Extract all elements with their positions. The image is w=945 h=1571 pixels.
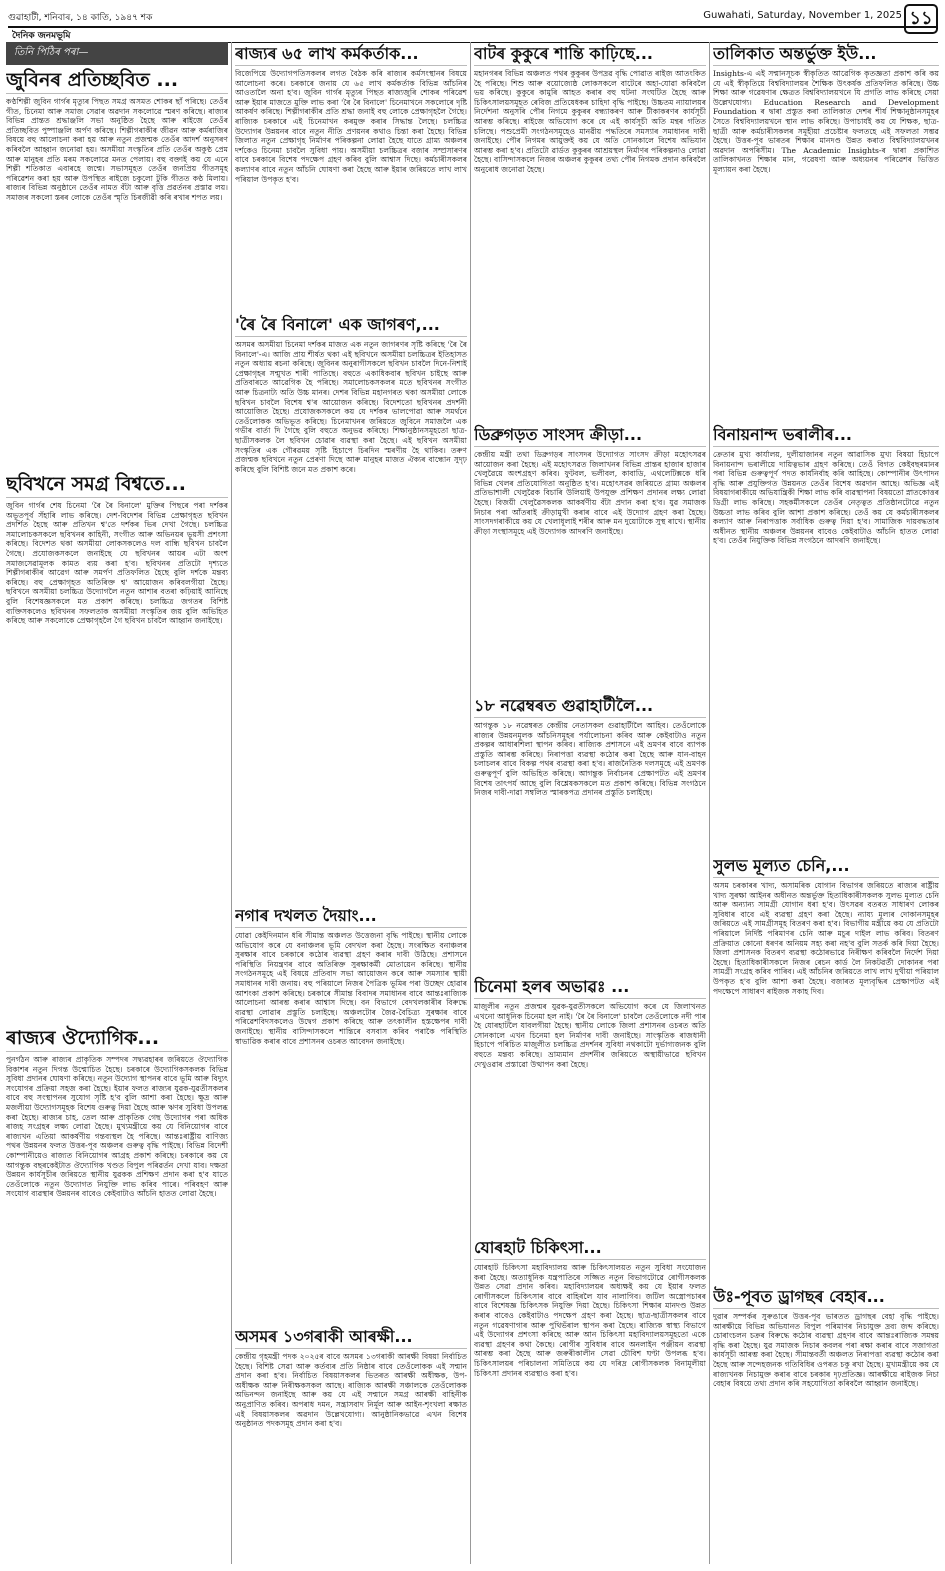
article-body: অসম চৰকাৰৰ খাদ্য, অসামৰিক যোগান বিভাগৰ জৰিয়তে ৰাজ্যৰ ৰাষ্ট্ৰীয় খাদ্য সুৰক্ষা আইনৰ অধীনত অন্তৰ্ভুক্ত হিতাধিকাৰীসকলক সুলভ মূল্যত চেনি আৰু অন্যান্য সামগ্ৰী যোগান ধৰা হ'ব। উৎসৱৰ বতৰত সাধাৰণ লোকৰ সুবিধাৰ বাবে এই ব্যৱস্থা গ্ৰহণ কৰা হৈছে। ন্যায্য মূল্যৰ দোকানসমূহৰ জৰিয়তে এই সামগ্ৰীসমূহ বিতৰণ কৰা হ'ব। বিভাগীয় মন্ত্ৰীয়ে কয় যে প্ৰতিটো পৰিয়ালে নিৰ্দিষ্ট পৰিমাণৰ চেনি আৰু মচুৰ দাইল লাভ কৰিব। বিতৰণ প্ৰক্ৰিয়াত কোনো ধৰণৰ অনিয়ম সহ্য কৰা নহ'ব বুলি সতৰ্ক কৰি দিয়া হৈছে। জিলা প্ৰশাসনক বিতৰণ ব্যৱস্থা কঠোৰভাৱে নিৰীক্ষণ কৰিবলৈ নিৰ্দেশ দিয়া হৈছে। হিতাধিকাৰীসকলে নিজৰ ৰেচন কাৰ্ড লৈ নিকটৱৰ্তী দোকানৰ পৰা সামগ্ৰী সংগ্ৰহ কৰিব পাৰিব। এই আঁচনিৰ জৰিয়তে লাখ লাখ দুখীয়া পৰিয়াল উপকৃত হ'ব বুলি আশা কৰা হৈছে। বজাৰত মূল্যবৃদ্ধিৰ প্ৰেক্ষাপটত এই পদক্ষেপে সাধাৰণ ৰাইজক সকাহ দিব। [713,881,939,996]
article-65-lakh-workers [235,44,467,309]
article-body: মহানগৰৰ বিভিন্ন অঞ্চলত পথৰ কুকুৰৰ উপদ্ৰৱ বৃদ্ধি পোৱাত ৰাইজ আতংকিত হৈ পৰিছে। শিশু আৰু বয়োজ্যেষ্ঠ লোকসকলে বাটেৰে অহা-যোৱা কৰিবলৈ ভয় কৰিছে। কুকুৰে কামুৰি আহত কৰাৰ বহু ঘটনা সংঘটিত হৈছে আৰু চিকিৎসালয়সমূহত ৰেবিজ প্ৰতিষেধকৰ চাহিদা বৃদ্ধি পাইছে। উচ্চতম ন্যায়ালয়ৰ নিৰ্দেশনা অনুসৰি পৌৰ নিগমে কুকুৰৰ বন্ধ্যাকৰণ আৰু টীকাকৰণৰ কাৰ্যসূচী আৰম্ভ কৰিছে। ৰাইজে অভিযোগ কৰে যে এই কাৰ্যসূচী অতি মন্থৰ গতিত চলিছে। পশুপ্ৰেমী সংগঠনসমূহেও মানৱীয় পদ্ধতিৰে সমস্যাৰ সমাধানৰ দাবী জনাইছে। পৌৰ নিগমৰ আয়ুক্তই কয় যে অতি সোনকালে বিশেষ অভিযান আৰম্ভ কৰা হ'ব। প্ৰতিটো ৱাৰ্ডত কুকুৰৰ আশ্ৰয়স্থল নিৰ্মাণৰ পৰিকল্পনাও লোৱা হৈছে। বাসিন্দাসকলে নিজৰ অঞ্চলৰ কুকুৰৰ তথ্য পৌৰ নিগমক প্ৰদান কৰিবলৈ অনুৰোধ জনোৱা হৈছে। [474,69,706,174]
headline: বাটৰ কুকুৰে শান্তি কাঢ়িছে... [474,44,706,66]
column-3 [474,42,706,1564]
headline: অসমৰ ১৩গৰাকী আৰক্ষী... [235,1327,467,1349]
article-body: কণ্ঠশিল্পী জুবিন গাৰ্গৰ মৃত্যুৰ পিছত সমগ্ৰ অসমত শোকৰ ছাঁ পৰিছে। তেওঁৰ গীত, চিনেমা আৰু সমাজ সেৱাৰ অৱদান সকলোৱে স্মৰণ কৰিছে। ৰাজ্যৰ বিভিন্ন প্ৰান্তত শ্ৰদ্ধাঞ্জলি সভা অনুষ্ঠিত হৈছে আৰু ৰাইজে তেওঁৰ প্ৰতিচ্ছবিত পুষ্পাঞ্জলি অৰ্পণ কৰিছে। শিল্পীগৰাকীৰ জীৱন আৰু কৰ্মৰাজিৰ বিষয়ে বহু আলোচনা কৰা হয় আৰু নতুন প্ৰজন্মক তেওঁৰ আদৰ্শ অনুসৰণ কৰিবলৈ আহ্বান জনোৱা হয়। অসমীয়া সংস্কৃতিৰ প্ৰতি তেওঁৰ অকুণ্ঠ প্ৰেম আৰু মানুহৰ প্ৰতি মৰম সকলোৱে মনত পেলায়। বহু বক্তাই কয় যে এনে শিল্পী শতিকাত এবাৰহে জন্মে। সভাসমূহত তেওঁৰ জনপ্ৰিয় গীতসমূহ পৰিৱেশন কৰা হয় আৰু উপস্থিত ৰাইজে চকুলো টুকি গীতত কণ্ঠ মিলায়। ৰাজ্যৰ বিভিন্ন অনুষ্ঠানে তেওঁৰ নামত বঁটা আৰু বৃত্তি প্ৰৱৰ্তনৰ প্ৰস্তাৱ লয়। সমাজৰ সকলো স্তৰৰ লোকে তেওঁৰ স্মৃতি চিৰজীৱী কৰি ৰখাৰ শপত লয়। [6,97,228,202]
article-body: Insights-এ এই সন্মানসূচক স্বীকৃতিত আৱেগিক কৃতজ্ঞতা প্ৰকাশ কৰি কয় যে এই স্বীকৃতিয়ে বিশ্ববিদ্যালয়ৰ শৈক্ষিক উৎকৰ্ষক প্ৰতিফলিত কৰিছে। উচ্চ শিক্ষা আৰু গৱেষণাৰ ক্ষেত্ৰত বিশ্ববিদ্যালয়খনে যি প্ৰগতি লাভ কৰিছে সেয়া উল্লেখযোগ্য। Education Research and Development Foundation ৰ দ্বাৰা প্ৰস্তুত কৰা তালিকাত দেশৰ শীৰ্ষ শিক্ষানুষ্ঠানসমূহৰ সৈতে বিশ্ববিদ্যালয়খনে স্থান লাভ কৰিছে। উপাচাৰ্যই কয় যে শিক্ষক, ছাত্ৰ-ছাত্ৰী আৰু কৰ্মচাৰীসকলৰ সমূহীয়া প্ৰচেষ্টাৰ ফলতহে এই সফলতা সম্ভৱ হৈছে। উত্তৰ-পূব ভাৰতৰ শিক্ষাৰ মানদণ্ড উন্নত কৰাত বিশ্ববিদ্যালয়খনৰ অৱদান অপৰিসীম। The Academic Insights-ৰ দ্বাৰা প্ৰকাশিত তালিকাখনত শিক্ষাৰ মান, গৱেষণা আৰু অধ্যয়নৰ পৰিৱেশৰ ভিত্তিত মূল্যায়ন কৰা হৈছে। [713,69,939,174]
article-cinema-hall [474,977,706,1232]
column-divider [470,42,471,1564]
article-body: যোৱা কেইদিনমান ধৰি সীমান্ত অঞ্চলত উত্তেজনা বৃদ্ধি পাইছে। স্থানীয় লোকে অভিযোগ কৰে যে বনাঞ্চলৰ ভূমি বেদখল কৰা হৈছে। সংৰক্ষিত বনাঞ্চলৰ সুৰক্ষাৰ বাবে চৰকাৰে কঠোৰ ব্যৱস্থা গ্ৰহণ কৰাৰ দাবী উঠিছে। প্ৰশাসনে পৰিস্থিতি নিয়ন্ত্ৰণৰ বাবে অতিৰিক্ত সুৰক্ষাকৰ্মী মোতায়েন কৰিছে। স্থানীয় সংগঠনসমূহে এই বিষয়ে প্ৰতিবাদ সভা আয়োজন কৰে আৰু সমস্যাৰ স্থায়ী সমাধানৰ দাবী জনায়। বহু পৰিয়ালে নিজৰ পৈত্ৰিক ভূমিৰ পৰা উচ্ছেদ হোৱাৰ আশংকা প্ৰকাশ কৰিছে। চৰকাৰে সীমান্ত বিবাদৰ সমাধানৰ বাবে আন্তঃৰাজ্যিক আলোচনা আৰম্ভ কৰাৰ আশ্বাস দিছে। বন বিভাগে বেদখলকাৰীৰ বিৰুদ্ধে ব্যৱস্থা লোৱাৰ প্ৰস্তুতি চলাইছে। অঞ্চলটোৰ জৈৱ-বৈচিত্ৰ্য সুৰক্ষাৰ বাবে পৰিৱেশবিদসকলেও উদ্বেগ প্ৰকাশ কৰিছে আৰু তৎকালীন হস্তক্ষেপৰ দাবী জনাইছে। স্থানীয় বাসিন্দাসকলে শান্তিৰে বসবাস কৰিব পৰাকৈ পৰিস্থিতি স্বাভাৱিক কৰাৰ বাবে প্ৰশাসনৰ ওচৰত আবেদন জনাইছে। [235,931,467,1046]
column-1 [6,42,228,1564]
masthead-title: দৈনিক জনমভূমি [12,31,71,41]
article-nov-18-guwahati [474,696,706,971]
article-body: অসমৰ অসমীয়া চিনেমা দৰ্শকৰ মাজত এক নতুন জাগৰণৰ সৃষ্টি কৰিছে 'ৰৈ ৰৈ বিনালে'-এ। আজি প্ৰায় শীৰ্ষত থকা এই ছবিখনে অসমীয়া চলচ্চিত্ৰৰ ইতিহাসত নতুন অধ্যায় ৰচনা কৰিছে। জুবিনৰ অনুৰাগীসকলে ছবিখন চাবলৈ দিনে-নিশাই প্ৰেক্ষাগৃহৰ সন্মুখত শাৰী পাতিছে। বহুতে একাধিকবাৰ ছবিখন চাইছে আৰু প্ৰতিবাৰতে আৱেগিক হৈ পৰিছে। সমালোচকসকলৰ মতে ছবিখনৰ সংগীত আৰু চিত্ৰনাট্য অতি উচ্চ মানৰ। দেশৰ বিভিন্ন মহানগৰত থকা অসমীয়া লোকে ছবিখন চাবলৈ বিশেষ শ্ব'ৰ আয়োজন কৰিছে। বিদেশতো ছবিখনৰ প্ৰদৰ্শনী আয়োজিত হৈছে। প্ৰযোজকসকলে কয় যে দৰ্শকৰ ভালপোৱা আৰু সমৰ্থনে তেওঁলোকক অভিভূত কৰিছে। চিনেমাখনৰ জৰিয়তে জুবিনে সমাজলৈ এক গভীৰ বাৰ্তা দি গৈছে বুলি বহুতে অনুভৱ কৰিছে। শিক্ষানুষ্ঠানসমূহতো ছাত্ৰ-ছাত্ৰীসকলক লৈ ছবিখন চোৱাৰ ব্যৱস্থা কৰা হৈছে। এই ছবিখন অসমীয়া সংস্কৃতিৰ এক গৌৰৱময় সৃষ্টি হিচাপে চিৰদিন স্মৰণীয় হৈ থাকিব। তৰুণ প্ৰজন্মক ছবিখনে নতুন প্ৰেৰণা দিছে আৰু মানুহৰ মাজত ঐক্যৰ বান্ধোন সুদৃঢ় কৰিছে বুলি বিশিষ্ট জনে মত প্ৰকাশ কৰে। [235,340,467,474]
headline: যোৰহাট চিকিৎসা... [474,1238,706,1260]
article-body: পুনৰ্গঠন আৰু ৰাজ্যৰ প্ৰাকৃতিক সম্পদৰ সদ্ব্যৱহাৰৰ জৰিয়তে ঔদ্যোগিক বিকাশৰ নতুন দিগন্ত উন্মোচিত হৈছে। চৰকাৰে উদ্যোগিকসকলক বিভিন্ন সুবিধা প্ৰদানৰ ঘোষণা কৰিছে। নতুন উদ্যোগ স্থাপনৰ বাবে ভূমি আৰু বিদ্যুৎ সংযোগৰ প্ৰক্ৰিয়া সহজ কৰা হৈছে। ইয়াৰ ফলত ৰাজ্যৰ যুৱক-যুৱতীসকলৰ বাবে বহু সংস্থাপনৰ সুযোগ সৃষ্টি হ'ব বুলি আশা কৰা হৈছে। ক্ষুদ্ৰ আৰু মজলীয়া উদ্যোগসমূহক বিশেষ গুৰুত্ব দিয়া হৈছে আৰু ঋণৰ সুবিধা উপলব্ধ কৰা হৈছে। ৰাজ্যৰ চাহ, তেল আৰু প্ৰাকৃতিক গেছ উদ্যোগৰ পৰা অধিক ৰাজহ সংগ্ৰহৰ লক্ষ্য লোৱা হৈছে। মুখ্যমন্ত্ৰীয়ে কয় যে বিনিয়োগৰ বাবে ৰাজ্যখন এতিয়া আকৰ্ষণীয় গন্তব্যস্থল হৈ পৰিছে। আন্তঃৰাষ্ট্ৰীয় বাণিজ্য পথৰ উন্নয়নৰ ফলত উত্তৰ-পূব অঞ্চলৰ গুৰুত্ব বৃদ্ধি পাইছে। বিভিন্ন বিদেশী কোম্পানীয়েও ৰাজ্যত বিনিয়োগৰ আগ্ৰহ প্ৰকাশ কৰিছে। চৰকাৰে কয় যে আগন্তুক বছৰকেইটাত ঔদ্যোগিক খণ্ডত বিপুল পৰিৱৰ্তন দেখা যাব। দক্ষতা উন্নয়ন কাৰ্যসূচীৰ জৰিয়তে স্থানীয় যুৱকক প্ৰশিক্ষণ প্ৰদান কৰা হ'ব যাতে তেওঁলোকে নতুন উদ্যোগত নিযুক্তি লাভ কৰিব পাৰে। পৰিবহণ আৰু সংযোগ ব্যৱস্থাৰ উন্নয়নৰ বাবেও কেইবাটাও আঁচনি হাতত লোৱা হৈছে। [6,1055,228,1199]
headline: 'ৰৈ ৰৈ বিনালে' এক জাগৰণ,... [235,315,467,337]
headline: তালিকাত অন্তৰ্ভুক্ত ইউ... [713,44,939,66]
article-body: জুবিন গাৰ্গৰ শেষ চিনেমা 'ৰৈ ৰৈ বিনালে' মুক্তিৰ পিছৰে পৰা দৰ্শকৰ অভূতপূৰ্ব সঁহাৰি লাভ কৰিছে। দেশ-বিদেশৰ বিভিন্ন প্ৰেক্ষাগৃহত ছবিখন প্ৰদৰ্শিত হৈছে আৰু প্ৰতিখন শ্ব'তে দৰ্শকৰ ভিৰ দেখা গৈছে। চলচ্চিত্ৰ সমালোচকসকলে ছবিখনৰ কাহিনী, সংগীত আৰু অভিনয়ৰ ভূয়সী প্ৰশংসা কৰিছে। বিদেশত থকা অসমীয়া লোকসকলেও দল বান্ধি ছবিখন চাবলৈ গৈছে। প্ৰযোজকসকলে জনাইছে যে ছবিখনৰ আয়ৰ এটা অংশ সমাজসেৱামূলক কামত ব্যয় কৰা হ'ব। ছবিখনৰ প্ৰতিটো দৃশ্যতে শিল্পীগৰাকীৰ আৱেগ আৰু সমৰ্পণ প্ৰতিফলিত হৈছে বুলি দৰ্শকে মন্তব্য কৰিছে। বহু প্ৰেক্ষাগৃহত অতিৰিক্ত শ্ব' আয়োজন কৰিবলগীয়া হৈছে। ছবিখনে অসমীয়া চলচ্চিত্ৰ উদ্যোগলৈ নতুন আশাৰ বতৰা কঢ়িয়াই আনিছে বুলি বিশেষজ্ঞসকলে মত প্ৰকাশ কৰিছে। চলচ্চিত্ৰ জগতৰ বিশিষ্ট ব্যক্তিসকলেও ছবিখনৰ সফলতাক অসমীয়া সংস্কৃতিৰ জয় বুলি অভিহিত কৰিছে আৰু সকলোকে প্ৰেক্ষাগৃহলৈ গৈ ছবিখন চাবলৈ আহ্বান জনাইছে। [6,501,228,626]
article-naga-occupation [235,906,467,1321]
article-13-police [235,1327,467,1552]
date-english: Guwahati, Saturday, November 1, 2025 [703,10,902,21]
column-2 [235,42,467,1564]
article-ne-drugs-trade [713,1287,939,1564]
article-binayananda-bharali [713,425,939,850]
article-zubeen-portrait [6,69,228,467]
article-roi-roi-binale [235,315,467,900]
page-number: ১১ [904,4,938,34]
page-header [8,4,938,40]
article-listed-university [713,44,939,419]
headline: নগাৰ দখলত দৈয়াং... [235,906,467,928]
article-body: ক্ৰেতাৰ মুখ্য কাৰ্যালয়, দুলীয়াজানৰ নতুন আৱাসিক মুখ্য বিষয়া হিচাপে বিনায়নান্দ ভৰালীয়ে দায়িত্বভাৰ গ্ৰহণ কৰিছে। তেওঁ বিগত কেইবছৰমানৰ পৰা বিভিন্ন গুৰুত্বপূৰ্ণ পদত কাৰ্যনিৰ্বাহ কৰি আহিছে। কোম্পানীৰ উৎপাদন বৃদ্ধি আৰু প্ৰযুক্তিগত উন্নয়নত তেওঁৰ বিশেষ অৱদান আছে। অভিজ্ঞ এই বিষয়াগৰাকীয়ে অভিযান্ত্ৰিকী শিক্ষা লাভ কৰি ব্যৱস্থাপনা বিষয়তো স্নাতকোত্তৰ ডিগ্ৰী লাভ কৰিছে। সহকৰ্মীসকলে তেওঁৰ নেতৃত্বত প্ৰতিষ্ঠানটোৱে নতুন উচ্চতা লাভ কৰিব বুলি আশা প্ৰকাশ কৰিছে। তেওঁ কয় যে কৰ্মচাৰীসকলৰ কল্যাণ আৰু নিৰাপত্তাক সৰ্বাধিক গুৰুত্ব দিয়া হ'ব। সামাজিক দায়বদ্ধতাৰ অধীনত স্থানীয় অঞ্চলৰ উন্নয়নৰ বাবেও কেইবাটাও আঁচনি হাতত লোৱা হ'ব। তেওঁৰ নিযুক্তিক বিভিন্ন সংগঠনে আদৰণি জনাইছে। [713,450,939,546]
headline: ৰাজ্যৰ ঔদ্যোগিক... [6,1027,228,1052]
headline: সুলভ মূল্যত চেনি,... [713,856,939,878]
masthead-banner [8,26,938,43]
column-divider [231,42,232,1564]
article-body: আগন্তুক ১৮ নৱেম্বৰত কেন্দ্ৰীয় নেতাসকল গুৱাহাটীলৈ আহিব। তেওঁলোকে ৰাজ্যৰ উন্নয়নমূলক আঁচনিসমূহৰ পৰ্যালোচনা কৰিব আৰু কেইবাটাও নতুন প্ৰকল্পৰ আধাৰশিলা স্থাপন কৰিব। ৰাজ্যিক প্ৰশাসনে এই ভ্ৰমণৰ বাবে ব্যাপক প্ৰস্তুতি আৰম্ভ কৰিছে। নিৰাপত্তা ব্যৱস্থা কঠোৰ কৰা হৈছে আৰু যান-বাহন চলাচলৰ বাবে বিকল্প পথৰ ব্যৱস্থা কৰা হ'ব। ৰাজনৈতিক দলসমূহে এই ভ্ৰমণক গুৰুত্বপূৰ্ণ বুলি অভিহিত কৰিছে। আগন্তুক নিৰ্বাচনৰ প্ৰেক্ষাপটত এই ভ্ৰমণৰ বিশেষ তাৎপৰ্য আছে বুলি বিশ্লেষকসকলে মত প্ৰকাশ কৰিছে। বিভিন্ন সংগঠনে নিজৰ দাবী-দাৱা সম্বলিত স্মাৰকপত্ৰ প্ৰদানৰ প্ৰস্তুতি চলাইছে। [474,721,706,798]
headline: ডিব্ৰুগড়ত সাংসদ ক্ৰীড়া... [474,425,706,447]
column-divider [709,42,710,1564]
headline: উঃ-পূবত ড্ৰাগছৰ বেহাৰ... [713,1287,939,1309]
article-film-worldwide [6,473,228,1021]
article-stray-dogs [474,44,706,419]
continued-kicker: তিনি পিঠিৰ পৰা— [6,42,228,65]
column-4 [713,42,939,1564]
date-assamese: গুৱাহাটী, শনিবাৰ, ১৪ কাতি, ১৯৪৭ শক [8,13,153,23]
article-body: মাজুলীৰ নতুন প্ৰজন্মৰ যুৱক-যুৱতীসকলে অভিযোগ কৰে যে জিলাখনত এখনো আধুনিক চিনেমা হল নাই। 'ৰৈ ৰৈ বিনালে' চাবলৈ তেওঁলোকে নদী পাৰ হৈ যোৰহাটলৈ যাবলগীয়া হৈছে। স্থানীয় লোকে জিলা প্ৰশাসনৰ ওচৰত অতি সোনকালে এখন চিনেমা হল নিৰ্মাণৰ দাবী জনাইছে। সাংস্কৃতিক ৰাজধানী হিচাপে পৰিচিত মাজুলীত চলচ্চিত্ৰ প্ৰদৰ্শনৰ সুবিধা নথকাটো দুৰ্ভাগ্যজনক বুলি বহুতে মন্তব্য কৰিছে। ভ্ৰাম্যমান প্ৰদৰ্শনীৰ জৰিয়তে অস্থায়ীভাৱে ছবিখন দেখুওৱাৰ প্ৰস্তাৱো উত্থাপন কৰা হৈছে। [474,1002,706,1069]
article-jorhat-medical [474,1238,706,1563]
article-body: কেন্দ্ৰীয় মন্ত্ৰী তথা ডিব্ৰুগড়ৰ সাংসদৰ উদ্যোগত সাংসদ ক্ৰীড়া মহোৎসৱৰ আয়োজন কৰা হৈছে। এই মহোৎসৱত জিলাখনৰ বিভিন্ন প্ৰান্তৰ হাজাৰ হাজাৰ খেলুৱৈয়ে অংশগ্ৰহণ কৰিব। ফুটবল, ভলীবল, কাবাডি, এথলেটিক্সকে ধৰি বিভিন্ন খেলৰ প্ৰতিযোগিতা অনুষ্ঠিত হ'ব। মহোৎসৱৰ জৰিয়তে গ্ৰাম্য অঞ্চলৰ প্ৰতিভাশালী খেলুৱৈক বিচাৰি উলিয়াই উপযুক্ত প্ৰশিক্ষণ প্ৰদানৰ লক্ষ্য লোৱা হৈছে। বিজয়ী খেলুৱৈসকলক আকৰ্ষণীয় বঁটা প্ৰদান কৰা হ'ব। যুৱ সমাজক নিচাৰ পৰা আঁতৰাই ক্ৰীড়ামুখী কৰাৰ বাবে এই উদ্যোগ গ্ৰহণ কৰা হৈছে। সাংসদগৰাকীয়ে কয় যে খেলাধূলাই শৰীৰ আৰু মন দুয়োটাকে সুস্থ ৰাখে। স্থানীয় ক্ৰীড়া সংস্থাসমূহে এই উদ্যোগক আদৰণি জনাইছে। [474,450,706,536]
article-body: বিজেপিয়ে উদ্যোগপতিসকলৰ লগত বৈঠক কৰি ৰাজ্যৰ কৰ্মসংস্থানৰ বিষয়ে আলোচনা কৰে। চৰকাৰে জনায় যে ৬৫ লাখ কৰ্মকৰ্তাক বিভিন্ন আঁচনিৰ আওতালৈ অনা হ'ব। জুবিন গাৰ্গৰ মৃত্যুৰ পিছত ৰাজ্যজুৰি শোকৰ পৰিৱেশ আৰু ইয়াৰ মাজতে মুক্তি লাভ কৰা 'ৰৈ ৰৈ বিনালে' চিনেমাখনে সকলোৰে দৃষ্টি আকৰ্ষণ কৰিছে। শিল্পীগৰাকীৰ প্ৰতি শ্ৰদ্ধা জনাই বহু লোকে প্ৰেক্ষাগৃহলৈ গৈছে। ৰাজ্যিক চৰকাৰে এই চিনেমাখন কৰমুক্ত কৰাৰ সিদ্ধান্ত লৈছে। চলচ্চিত্ৰ উদ্যোগৰ উন্নয়নৰ বাবে নতুন নীতি প্ৰণয়নৰ কথাও চিন্তা কৰা হৈছে। বিভিন্ন জিলাত নতুন প্ৰেক্ষাগৃহ নিৰ্মাণৰ পৰিকল্পনা লোৱা হৈছে যাতে গ্ৰাম্য অঞ্চলৰ দৰ্শকেও চিনেমা চাবলৈ সুবিধা পায়। অসমীয়া চলচ্চিত্ৰৰ বজাৰ সম্প্ৰসাৰণৰ বাবে চৰকাৰে বিশেষ পদক্ষেপ গ্ৰহণ কৰিব বুলি আশ্বাস দিছে। কৰ্মচাৰীসকলৰ কল্যাণৰ বাবে নতুন আঁচনি ঘোষণা কৰা হৈছে আৰু ইয়াৰ জৰিয়তে লাখ লাখ পৰিয়াল উপকৃত হ'ব। [235,69,467,184]
article-dibrugarh-sports [474,425,706,690]
headline: ৰাজ্যৰ ৬৫ লাখ কৰ্মকৰ্তাক... [235,44,467,66]
article-state-industrial [6,1027,228,1555]
headline: ১৮ নৱেম্বৰত গুৱাহাটীলৈ... [474,696,706,718]
headline: চিনেমা হলৰ অভাৱঃ ... [474,977,706,999]
article-cheap-sugar [713,856,939,1281]
article-body: কেন্দ্ৰীয় গৃহমন্ত্ৰী পদক ২০২৫ৰ বাবে অসমৰ ১৩গৰাকী আৰক্ষী বিষয়া নিৰ্বাচিত হৈছে। বিশিষ্ট সেৱা আৰু কৰ্তব্যৰ প্ৰতি নিষ্ঠাৰ বাবে তেওঁলোকক এই সন্মান প্ৰদান কৰা হ'ব। নিৰ্বাচিত বিষয়াসকলৰ ভিতৰত আৰক্ষী অধীক্ষক, উপ-অধীক্ষক আৰু নিৰীক্ষকসকল আছে। ৰাজ্যিক আৰক্ষী সঞ্চালকে তেওঁলোকক অভিনন্দন জনাইছে আৰু কয় যে এই সন্মানে সমগ্ৰ আৰক্ষী বাহিনীক অনুপ্ৰাণিত কৰিব। অপৰাধ দমন, সন্ত্ৰাসবাদ নিৰ্মূল আৰু আইন-শৃংখলা ৰক্ষাত এই বিষয়াসকলৰ অৱদান উল্লেখযোগ্য। আনুষ্ঠানিকভাৱে এখন বিশেষ অনুষ্ঠানত পদকসমূহ প্ৰদান কৰা হ'ব। [235,1352,467,1429]
article-body: দুৱাৰ সম্পৰ্কৰ সুৰুঙাৰে উত্তৰ-পূব ভাৰতত ড্ৰাগছৰ বেহা বৃদ্ধি পাইছে। আৰক্ষীয়ে বিভিন্ন অভিযানত বিপুল পৰিমাণৰ নিচাযুক্ত দ্ৰব্য জব্দ কৰিছে। চোৰাংচলন চক্ৰৰ বিৰুদ্ধে কঠোৰ ব্যৱস্থা গ্ৰহণৰ বাবে আন্তঃৰাজ্যিক সমন্বয় বৃদ্ধি কৰা হৈছে। যুৱ সমাজক নিচাৰ কবলৰ পৰা ৰক্ষা কৰাৰ বাবে সজাগতা কাৰ্যসূচী আৰম্ভ কৰা হৈছে। সীমান্তবৰ্তী অঞ্চলত নিৰাপত্তা ব্যৱস্থা কঠোৰ কৰা হৈছে আৰু সন্দেহজনক গতিবিধিৰ ওপৰত চকু ৰখা হৈছে। মুখ্যমন্ত্ৰীয়ে কয় যে ৰাজ্যখনক নিচামুক্ত কৰাৰ বাবে চৰকাৰ দৃঢ়প্ৰতিজ্ঞ। আৰক্ষীয়ে ৰাইজক নিচা বেহাৰ বিষয়ে তথ্য প্ৰদান কৰি সহযোগিতা কৰিবলৈ আহ্বান জনাইছে। [713,1312,939,1389]
headline: ছবিখনে সমগ্ৰ বিশ্বতে... [6,473,228,498]
article-body: যোৰহাট চিকিৎসা মহাবিদ্যালয় আৰু চিকিৎসালয়ত নতুন সুবিধা সংযোজন কৰা হৈছে। অত্যাধুনিক যন্ত্ৰপাতিৰে সজ্জিত নতুন বিভাগটোৱে ৰোগীসকলক উন্নত সেৱা প্ৰদান কৰিব। মহাবিদ্যালয়ৰ অধ্যক্ষই কয় যে ইয়াৰ ফলত ৰোগীসকলে চিকিৎসাৰ বাবে বাহিৰলৈ যাব নালাগিব। জটিল অস্ত্ৰোপচাৰৰ বাবে বিশেষজ্ঞ চিকিৎসক নিযুক্তি দিয়া হৈছে। চিকিৎসা শিক্ষাৰ মানদণ্ড উন্নত কৰাৰ বাবেও কেইবাটাও পদক্ষেপ গ্ৰহণ কৰা হৈছে। ছাত্ৰ-ছাত্ৰীসকলৰ বাবে নতুন গৱেষণাগাৰ আৰু পুথিভঁৰাল স্থাপন কৰা হৈছে। ৰাজ্যিক স্বাস্থ্য বিভাগে এই উদ্যোগৰ প্ৰশংসা কৰিছে আৰু আন চিকিৎসা মহাবিদ্যালয়সমূহতো একে ব্যৱস্থা গ্ৰহণৰ কথা কৈছে। ৰোগীৰ সুবিধাৰ বাবে অনলাইন পঞ্জীয়ন ব্যৱস্থা আৰম্ভ কৰা হৈছে আৰু জৰুৰীকালীন সেৱা চৌবিশ ঘণ্টা উপলব্ধ হ'ব। চিকিৎসালয়ৰ পৰিচালনা সমিতিয়ে কয় যে দৰিদ্ৰ ৰোগীসকলক বিনামূলীয়া চিকিৎসা প্ৰদানৰ ব্যৱস্থাও কৰা হ'ব। [474,1263,706,1378]
headline: জুবিনৰ প্ৰতিচ্ছবিত ... [6,69,228,94]
headline: বিনায়নান্দ ভৰালীৰ... [713,425,939,447]
